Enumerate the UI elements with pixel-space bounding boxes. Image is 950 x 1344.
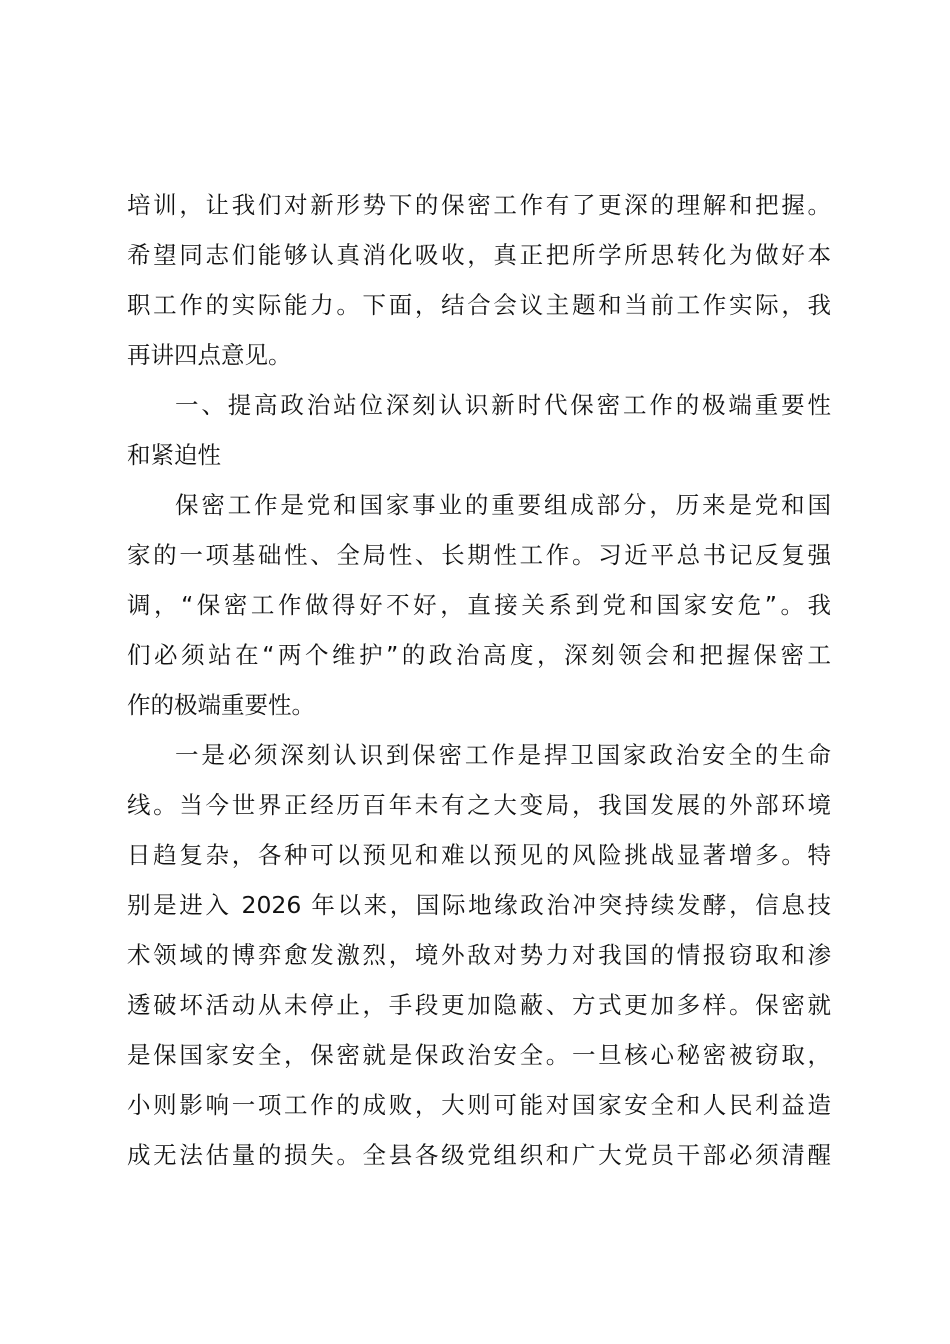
text-line: 是保国家安全，保密就是保政治安全。一旦核心秘密被窃取， xyxy=(127,1041,831,1069)
text-line: 线。当今世界正经历百年未有之大变局，我国发展的外部环境 xyxy=(127,791,831,819)
text-line: 培训，让我们对新形势下的保密工作有了更深的理解和把握。 xyxy=(127,191,831,219)
text-line: 别是进入 2026 年以来，国际地缘政治冲突持续发酵，信息技 xyxy=(127,891,831,919)
text-line: 作的极端重要性。 xyxy=(127,691,315,719)
text-line: 职工作的实际能力。下面，结合会议主题和当前工作实际，我 xyxy=(127,291,831,319)
text-line: 成无法估量的损失。全县各级党组织和广大党员干部必须清醒 xyxy=(127,1141,831,1169)
text-line: 术领域的博弈愈发激烈，境外敌对势力对我国的情报窃取和渗 xyxy=(127,941,831,969)
section-heading: 和紧迫性 xyxy=(127,441,221,469)
text-line: 小则影响一项工作的成败，大则可能对国家安全和人民利益造 xyxy=(127,1091,831,1119)
text-line: 希望同志们能够认真消化吸收，真正把所学所思转化为做好本 xyxy=(127,241,831,269)
text-line: 一是必须深刻认识到保密工作是捍卫国家政治安全的生命 xyxy=(175,741,831,769)
section-heading: 一、提高政治站位深刻认识新时代保密工作的极端重要性 xyxy=(175,391,831,419)
text-line: 保密工作是党和国家事业的重要组成部分，历来是党和国 xyxy=(175,491,831,519)
text-line: 再讲四点意见。 xyxy=(127,341,292,369)
text-line: 家的一项基础性、全局性、长期性工作。习近平总书记反复强 xyxy=(127,541,831,569)
text-line: 调，“保密工作做得好不好，直接关系到党和国家安危”。我 xyxy=(127,591,831,619)
document-page xyxy=(127,180,831,1180)
text-line: 日趋复杂，各种可以预见和难以预见的风险挑战显著增多。特 xyxy=(127,841,831,869)
text-line: 们必须站在“两个维护”的政治高度，深刻领会和把握保密工 xyxy=(127,641,831,669)
text-line: 透破坏活动从未停止，手段更加隐蔽、方式更加多样。保密就 xyxy=(127,991,831,1019)
